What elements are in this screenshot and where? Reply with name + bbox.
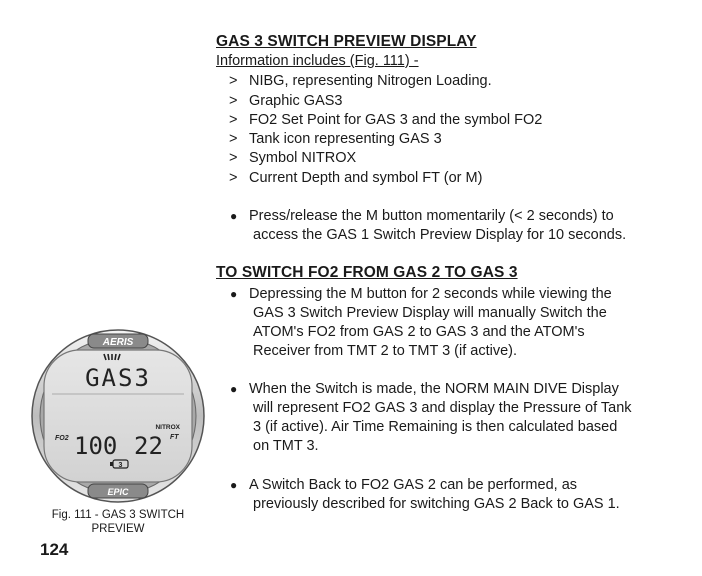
gas-label: GAS3 [85,364,151,392]
list-marker: > [229,170,238,186]
bullet-icon: ● [230,382,238,396]
bullet-text-continued: GAS 3 Switch Preview Display will manually Switch the [253,305,607,321]
bullet-text-continued: previously described for switching GAS 2 Back to GAS 1. [253,496,620,512]
list-item: Tank icon representing GAS 3 [249,131,442,147]
depth-value: 22 [134,432,163,460]
figure-caption [40,508,196,536]
list-marker: > [229,112,238,128]
bullet-icon: ● [230,209,238,223]
brand-top-label: AERIS [102,337,134,348]
bullet-text-continued: will represent FO2 GAS 3 and display the Pressure of Tank [253,400,632,416]
nitrox-label: NITROX [155,424,180,431]
unit-label: FT [170,434,179,441]
list-item: FO2 Set Point for GAS 3 and the symbol FO2 [249,112,543,128]
list-item: Current Depth and symbol FT (or M) [249,170,483,186]
section-heading-switch-fo2: TO SWITCH FO2 FROM GAS 2 TO GAS 3 [216,264,518,281]
dive-computer-figure [30,328,206,504]
bullet-text-continued: ATOM's FO2 from GAS 2 to GAS 3 and the ATOM's [253,324,585,340]
list-item: Graphic GAS3 [249,93,343,109]
list-item: Symbol NITROX [249,150,357,166]
list-marker: > [229,73,238,89]
bullet-icon: ● [230,287,238,301]
tank-number: 3 [118,462,123,469]
bullet-text-continued: 3 (if active). Air Time Remaining is then calculated based [253,419,618,435]
section-heading-gas3-preview: GAS 3 SWITCH PREVIEW DISPLAY [216,33,477,50]
list-marker: > [229,150,238,166]
brand-bottom-label: EPIC [107,487,129,497]
bullet-text: Press/release the M button momentarily (< 2 seconds) to [249,208,614,224]
list-item: NIBG, representing Nitrogen Loading. [249,73,492,89]
bullet-text: Depressing the M button for 2 seconds while viewing the [249,286,612,302]
fo2-value: 100 [74,432,118,460]
bullet-text-continued: access the GAS 1 Switch Preview Display for 10 seconds. [253,227,627,243]
bullet-text-continued: on TMT 3. [253,438,319,454]
list-marker: > [229,131,238,147]
page-number: 124 [40,540,69,559]
bullet-text: A Switch Back to FO2 GAS 2 can be performed, as [249,477,578,493]
info-intro: Information includes (Fig. 111) - [216,53,419,69]
bullet-text: When the Switch is made, the NORM MAIN DIVE Display [249,381,619,397]
bullet-text-continued: Receiver from TMT 2 to TMT 3 (if active). [253,343,518,359]
list-marker: > [229,93,238,109]
caption-line: PREVIEW [91,523,145,535]
fo2-label: FO2 [55,435,69,442]
caption-line: Fig. 111 - GAS 3 SWITCH [51,509,185,521]
bullet-icon: ● [230,478,238,492]
